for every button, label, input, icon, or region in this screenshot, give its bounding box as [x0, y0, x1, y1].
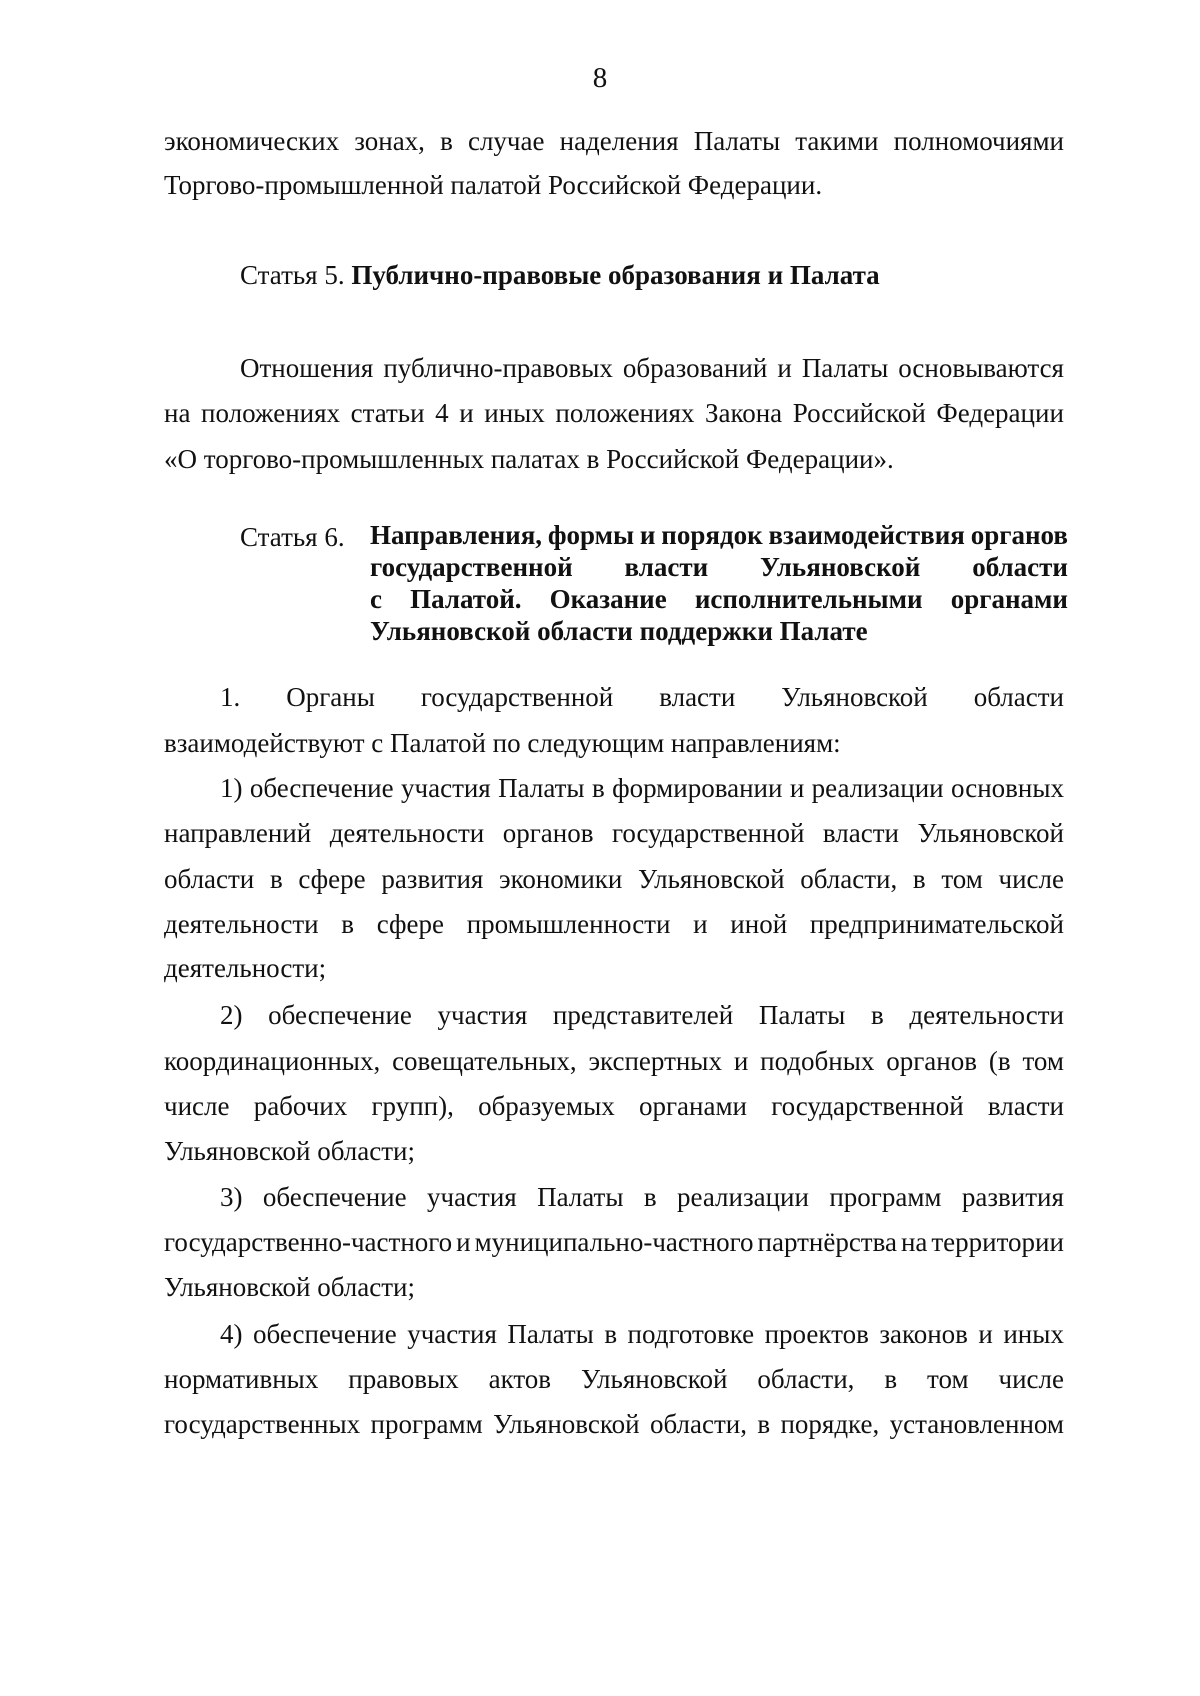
page-number: 8 — [592, 62, 608, 94]
word: области, — [800, 864, 898, 894]
word: программ — [370, 1409, 483, 1439]
word: подобных — [760, 1046, 875, 1076]
word: власти — [659, 682, 736, 712]
word: Направления, — [370, 520, 543, 550]
word: (в — [988, 1046, 1011, 1076]
text-line: «О торгово-промышленных палатах в Российской Федерации». — [164, 444, 894, 474]
text-line — [164, 911, 1064, 938]
word: и — [693, 909, 708, 939]
word: промышленности — [466, 909, 671, 939]
item-2-first — [220, 1002, 1064, 1029]
item-4-line-3 — [164, 1411, 1064, 1438]
word: сфере — [298, 864, 366, 894]
word: Палаты — [537, 1182, 624, 1212]
word: основываются — [898, 353, 1064, 383]
text-line — [164, 1229, 1064, 1256]
word: экономических — [164, 126, 340, 156]
word: и — [777, 353, 792, 383]
word: обеспечение — [268, 1000, 412, 1030]
word: участия — [437, 1000, 528, 1030]
text-line — [164, 400, 1064, 427]
text-line — [164, 1411, 1064, 1438]
word: представителей — [552, 1000, 734, 1030]
word: Ульяновской — [638, 864, 785, 894]
word: нормативных — [164, 1364, 319, 1394]
word: государственной — [771, 1091, 964, 1121]
text-line — [164, 1048, 1064, 1075]
word: власти — [987, 1091, 1064, 1121]
word: случае — [467, 126, 545, 156]
text-line — [220, 1002, 1064, 1029]
text-line — [220, 775, 1064, 802]
title-line: Ульяновской области поддержки Палате — [370, 616, 868, 646]
word: взаимодействия — [768, 520, 965, 550]
word: статьи — [350, 398, 425, 428]
item-1-line-3 — [164, 866, 1064, 893]
word: муниципально-частного — [474, 1227, 754, 1257]
article-6-title — [370, 522, 1068, 650]
word: Оказание — [549, 584, 667, 614]
word: том — [941, 864, 983, 894]
word: реализации — [677, 1182, 809, 1212]
word: иной — [730, 909, 788, 939]
article-5-heading — [240, 262, 1068, 289]
word: наделения — [559, 126, 679, 156]
word: Отношения — [240, 353, 374, 383]
word: основных — [951, 773, 1064, 803]
word: органов — [502, 818, 594, 848]
word: установленном — [889, 1409, 1064, 1439]
item-4-first — [220, 1321, 1064, 1348]
word: актов — [488, 1364, 552, 1394]
word: и — [456, 1227, 471, 1257]
word: программ — [829, 1182, 942, 1212]
text-line — [164, 866, 1064, 893]
word: экономики — [499, 864, 623, 894]
word: положениях — [201, 398, 341, 428]
word: и — [789, 773, 805, 803]
word: в — [912, 864, 926, 894]
word: Ульяновской — [781, 682, 928, 712]
word: координационных, — [164, 1046, 381, 1076]
word: государственно-частного — [164, 1227, 453, 1257]
word: в — [757, 1409, 771, 1439]
word: развития — [961, 1182, 1064, 1212]
article-5-body — [164, 400, 1064, 427]
word: Палаты — [758, 1000, 846, 1030]
word: развития — [381, 864, 484, 894]
word: обеспечение — [252, 1319, 397, 1349]
word: деятельности — [329, 818, 485, 848]
word: образуемых — [478, 1091, 615, 1121]
word: 1. — [220, 682, 241, 712]
word: в — [643, 1182, 657, 1212]
word: Российской — [792, 398, 926, 428]
word: с — [370, 584, 382, 614]
article-5-body-end — [164, 446, 1064, 473]
text-line — [220, 1321, 1064, 1348]
word: участия — [401, 773, 491, 803]
word: на — [900, 1227, 928, 1257]
word: в — [884, 1364, 898, 1394]
word: Палатой. — [410, 584, 522, 614]
item-2-line-2 — [164, 1048, 1064, 1075]
text-line — [164, 128, 1064, 155]
intro-paragraph — [164, 128, 1064, 155]
word: на — [164, 398, 191, 428]
text-line — [220, 1184, 1064, 1211]
word: полномочиями — [893, 126, 1064, 156]
word: в — [591, 773, 605, 803]
word: порядок — [661, 520, 763, 550]
word: партнёрства — [757, 1227, 897, 1257]
word: государственной — [370, 552, 573, 582]
word: органами — [638, 1091, 747, 1121]
text-line: Ульяновской области; — [164, 1272, 416, 1302]
word: сфере — [376, 909, 445, 939]
word: такими — [795, 126, 879, 156]
word: числе — [164, 1091, 230, 1121]
item-3-line-2 — [164, 1229, 1064, 1256]
word: Закона — [704, 398, 783, 428]
word: области — [973, 682, 1064, 712]
title-line — [370, 522, 1068, 554]
word: Палаты — [498, 773, 585, 803]
word: обеспечение — [262, 1182, 407, 1212]
text-line: Торгово-промышленной палатой Российской Федерации. — [164, 170, 823, 200]
item-4-line-2 — [164, 1366, 1064, 1393]
word: в — [870, 1000, 884, 1030]
article-5-body-first — [240, 355, 1064, 382]
word: 3) — [220, 1182, 243, 1212]
word: в — [341, 909, 355, 939]
word: иных — [1003, 1319, 1064, 1349]
word: проектов — [764, 1319, 869, 1349]
intro-paragraph-end — [164, 172, 1064, 199]
word: предпринимательской — [809, 909, 1064, 939]
word: том — [927, 1364, 969, 1394]
word: Палаты — [801, 353, 889, 383]
word: области — [164, 864, 255, 894]
word: Ульяновской — [580, 1364, 728, 1394]
word: исполнительными — [694, 584, 923, 614]
word: органов — [886, 1046, 977, 1076]
word: реализации — [811, 773, 944, 803]
word: порядке, — [780, 1409, 880, 1439]
word: том — [1022, 1046, 1064, 1076]
word: деятельности — [164, 909, 319, 939]
word: Ульяновской — [917, 818, 1064, 848]
word: Федерации — [936, 398, 1064, 428]
paragraph-1-first — [220, 684, 1064, 711]
word: в — [604, 1319, 618, 1349]
title-line — [370, 586, 1068, 618]
text-line — [164, 1093, 1064, 1120]
word: и — [733, 1046, 749, 1076]
word: власти — [822, 818, 899, 848]
word: числе — [998, 864, 1064, 894]
word: 4) — [220, 1319, 243, 1349]
word: и — [978, 1319, 993, 1349]
text-line — [164, 820, 1064, 847]
item-3-first — [220, 1184, 1064, 1211]
word: формировании — [612, 773, 783, 803]
item-3-line-3 — [164, 1274, 1064, 1301]
word: правовых — [348, 1364, 459, 1394]
word: государственной — [420, 682, 614, 712]
article-5-label: Статья 5. — [240, 260, 345, 290]
word: органов — [970, 520, 1068, 550]
word: числе — [998, 1364, 1064, 1394]
word: образований — [622, 353, 768, 383]
word: органами — [950, 584, 1068, 614]
article-5-title: Публично-правовые образования и Палата — [351, 260, 880, 290]
article-6-label: Статья 6. — [240, 522, 345, 552]
word: Палаты — [693, 126, 781, 156]
word: 1) — [220, 773, 243, 803]
text-line — [240, 355, 1064, 382]
word: деятельности — [909, 1000, 1064, 1030]
item-2-line-4 — [164, 1138, 1064, 1165]
word: публично-правовых — [383, 353, 613, 383]
word: в — [440, 126, 453, 156]
word: и — [639, 520, 656, 550]
word: области, — [757, 1364, 855, 1394]
text-line — [164, 1366, 1064, 1393]
word: государственных — [164, 1409, 361, 1439]
word: совещательных, — [392, 1046, 577, 1076]
word: направлений — [164, 818, 312, 848]
item-1-line-4 — [164, 911, 1064, 938]
word: территории — [931, 1227, 1064, 1257]
word: зонах, — [354, 126, 425, 156]
word: 4 — [435, 398, 449, 428]
word: рабочих — [253, 1091, 348, 1121]
text-line — [220, 684, 1064, 711]
word: законов — [879, 1319, 968, 1349]
text-line: деятельности; — [164, 953, 327, 983]
word: 2) — [220, 1000, 243, 1030]
word: Палаты — [507, 1319, 594, 1349]
word: экспертных — [588, 1046, 722, 1076]
word: области — [972, 552, 1068, 582]
word: Ульяновской — [493, 1409, 640, 1439]
word: участия — [426, 1182, 517, 1212]
item-1-line-5 — [164, 955, 1064, 982]
word: обеспечение — [249, 773, 394, 803]
word: власти — [624, 552, 709, 582]
paragraph-1 — [164, 730, 1064, 757]
word: участия — [407, 1319, 497, 1349]
text-line: Ульяновской области; — [164, 1136, 416, 1166]
item-1-line-2 — [164, 820, 1064, 847]
word: области, — [649, 1409, 747, 1439]
word: положениях — [555, 398, 695, 428]
word: в — [269, 864, 283, 894]
title-line — [370, 554, 1068, 586]
word: и — [459, 398, 474, 428]
text-line: взаимодействуют с Палатой по следующим направлениям: — [164, 728, 841, 758]
word: групп), — [371, 1091, 454, 1121]
word: государственной — [611, 818, 805, 848]
word: подготовке — [627, 1319, 755, 1349]
word: Ульяновской — [760, 552, 921, 582]
item-1-first — [220, 775, 1064, 802]
word: Органы — [286, 682, 375, 712]
word: формы — [547, 520, 635, 550]
word: иных — [484, 398, 545, 428]
item-2-line-3 — [164, 1093, 1064, 1120]
